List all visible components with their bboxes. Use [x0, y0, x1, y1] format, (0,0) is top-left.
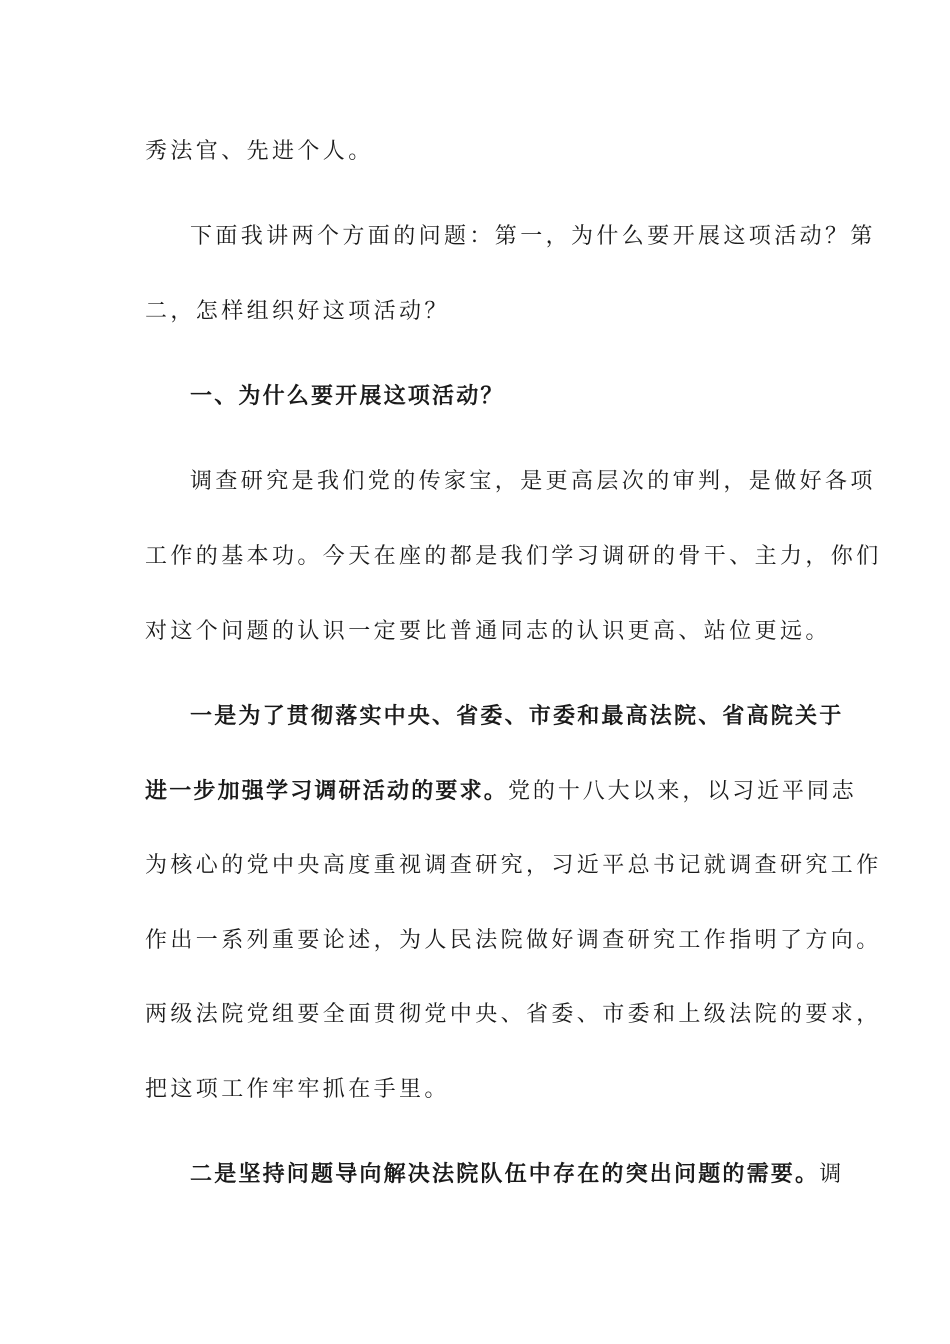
mixed-line [190, 1160, 845, 1190]
paragraph-line: 两级法院党组要全面贯彻党中央、省委、市委和上级法院的要求， [145, 1002, 882, 1027]
body-text: 调 [819, 1162, 845, 1187]
paragraph-line: 下面我讲两个方面的问题：第一，为什么要开展这项活动？第 [190, 224, 876, 249]
text-line: 秀法官、先进个人。 [145, 139, 374, 164]
paragraph-line: 工作的基本功。今天在座的都是我们学习调研的骨干、主力，你们 [145, 544, 882, 569]
paragraph-line: 作出一系列重要论述，为人民法院做好调查研究工作指明了方向。 [145, 928, 882, 953]
bold-lead-text: 进一步加强学习调研活动的要求。 [145, 779, 509, 804]
paragraph-line: 为核心的党中央高度重视调查研究，习近平总书记就调查研究工作 [145, 853, 882, 878]
body-text: 党的十八大以来，以习近平同志 [508, 779, 857, 804]
paragraph-line: 把这项工作牢牢抓在手里。 [145, 1077, 450, 1102]
bold-lead-text: 二是坚持问题导向解决法院队伍中存在的突出问题的需要。 [190, 1162, 820, 1187]
paragraph-line: 对这个问题的认识一定要比普通同志的认识更高、站位更远。 [145, 619, 831, 644]
bold-lead-line: 一是为了贯彻落实中央、省委、市委和最高法院、省高院关于 [190, 704, 844, 729]
paragraph-line: 调查研究是我们党的传家宝，是更高层次的审判，是做好各项 [190, 469, 876, 494]
paragraph-line: 二，怎样组织好这项活动？ [145, 299, 450, 324]
section-heading: 一、为什么要开展这项活动？ [190, 384, 505, 409]
mixed-line [145, 777, 857, 807]
